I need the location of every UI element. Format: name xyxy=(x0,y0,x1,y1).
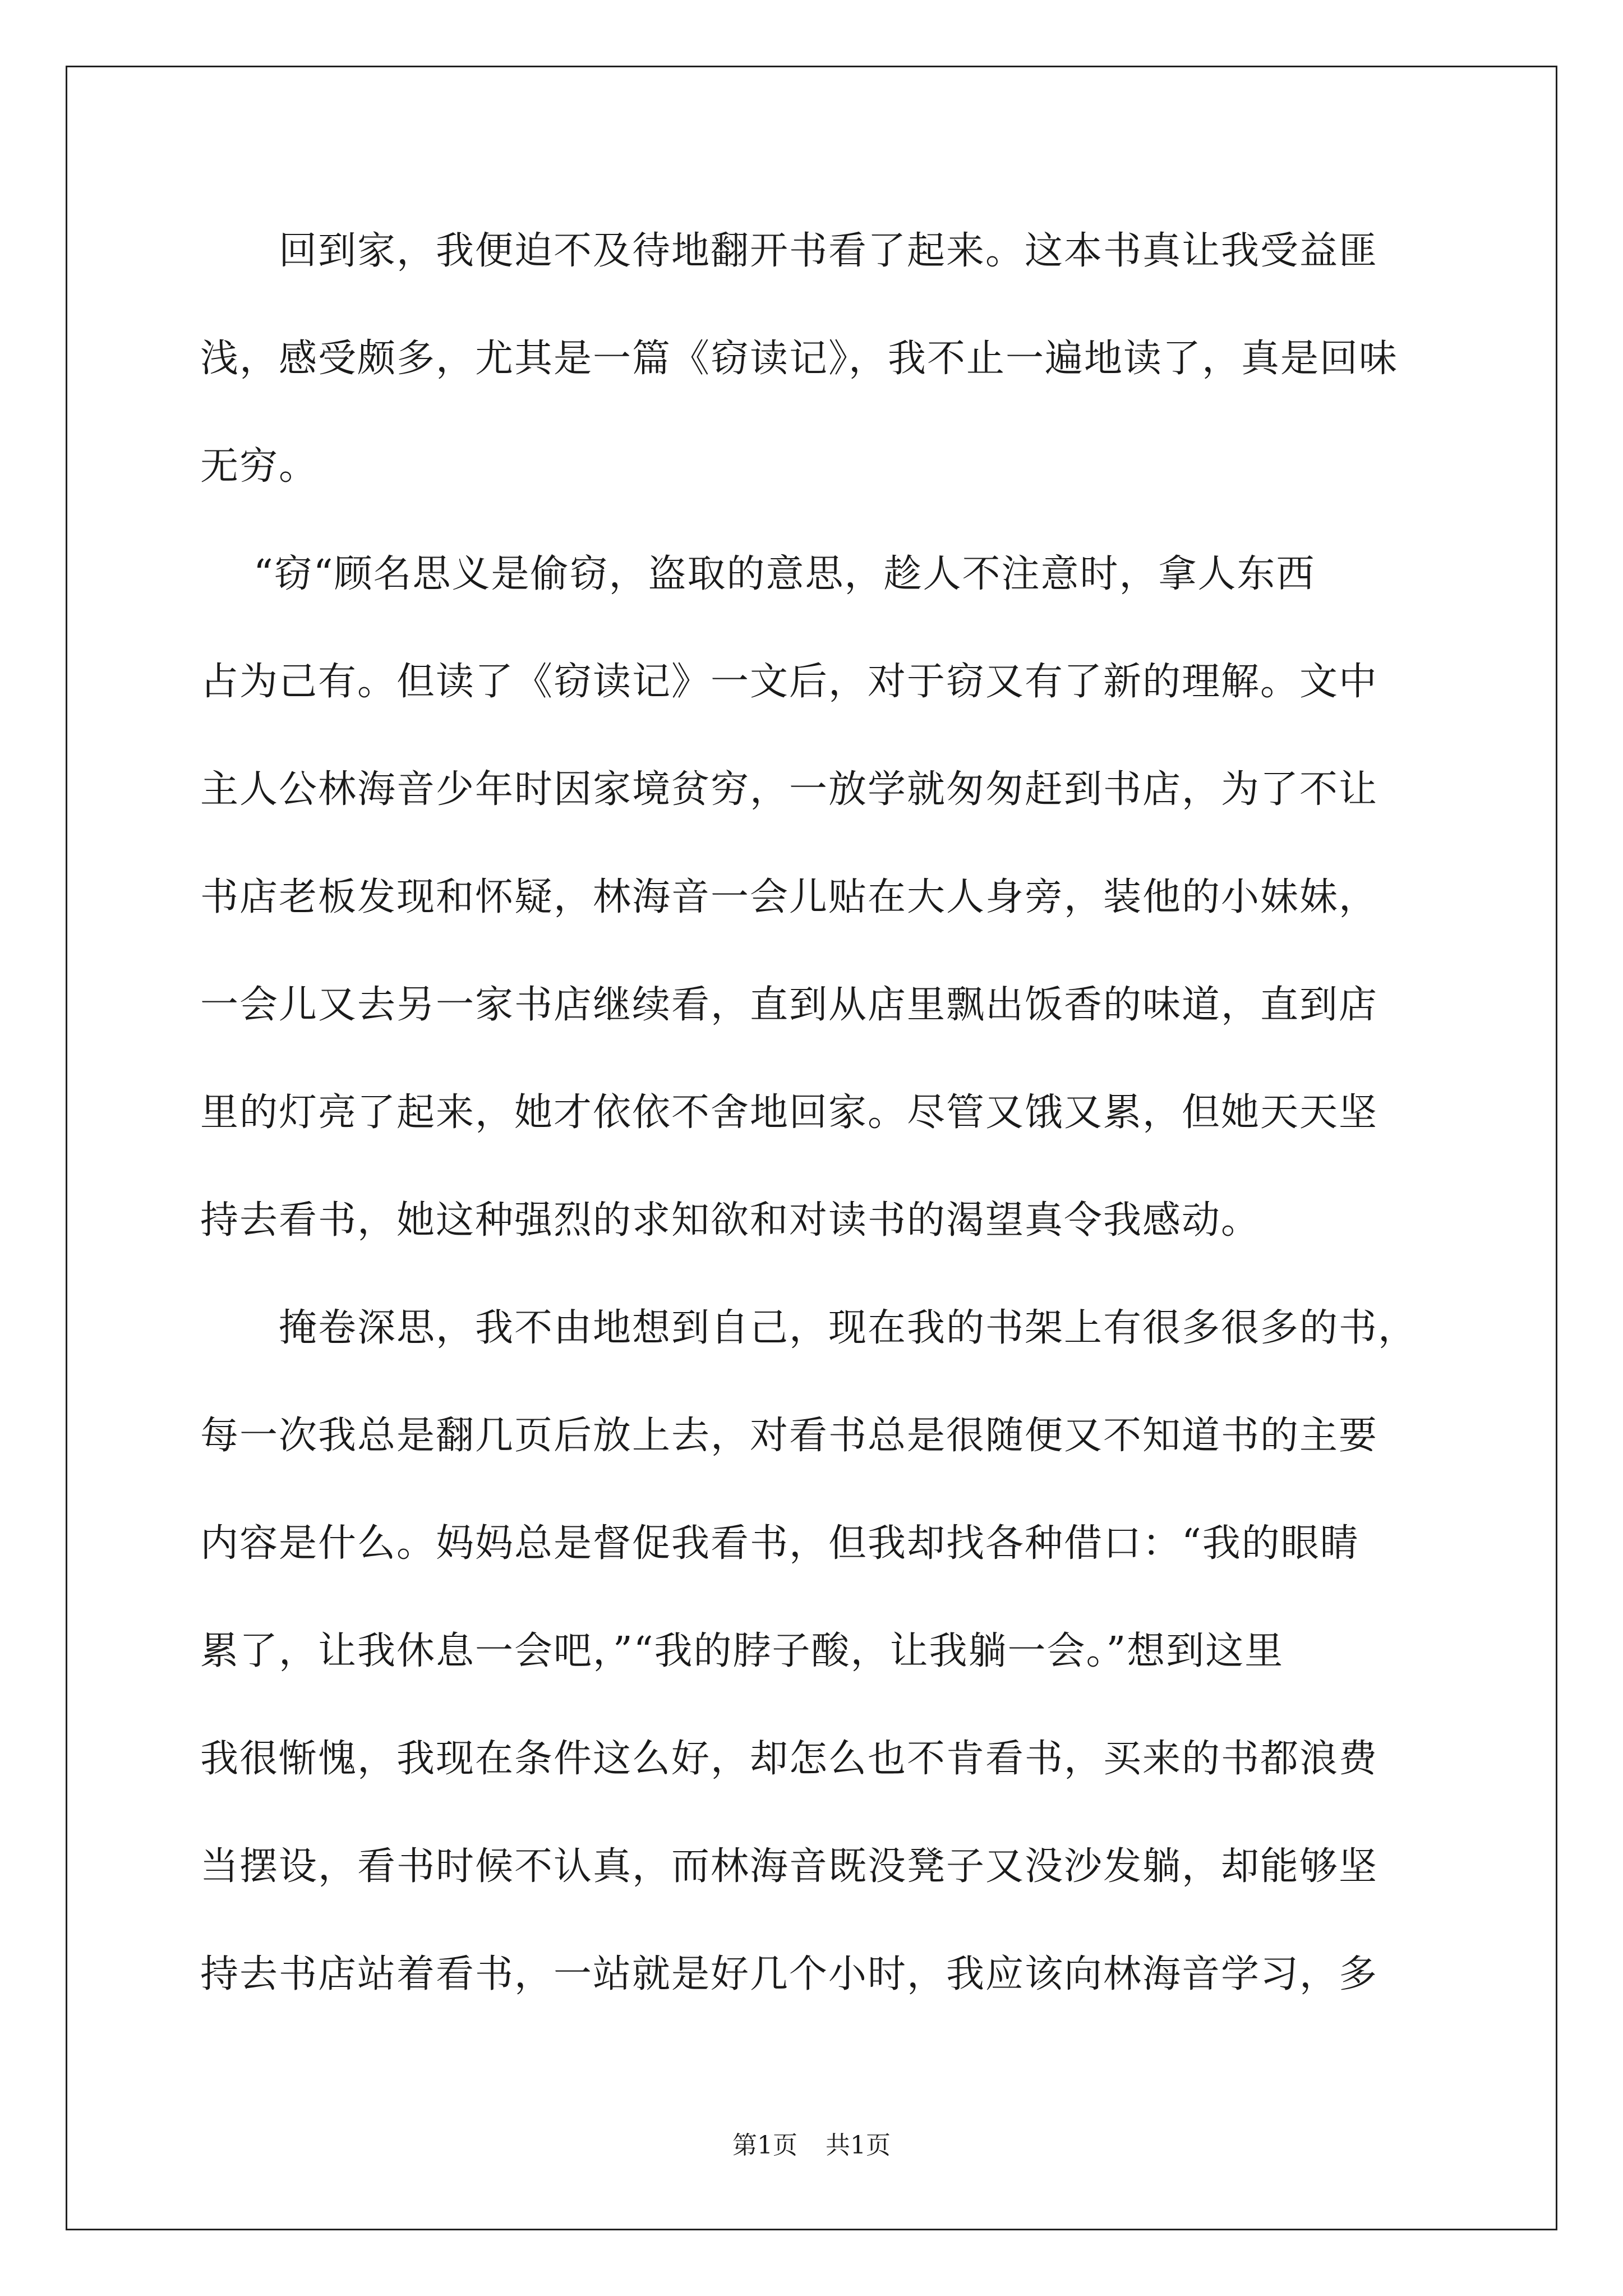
paragraph-3-line-6: 当摆设，看书时候不认真，而林海音既没凳子又没沙发躺，却能够坚 xyxy=(200,1844,1378,1889)
page-border xyxy=(66,66,1557,2230)
paragraph-2-line-4: 书店老板发现和怀疑，林海音一会儿贴在大人身旁，装他的小妹妹， xyxy=(200,875,1378,919)
paragraph-2-line-6: 里的灯亮了起来，她才依依不舍地回家。尽管又饿又累，但她天天坚 xyxy=(200,1091,1378,1135)
page-number-total: 共1页 xyxy=(826,2131,891,2160)
paragraph-3-line-7: 持去书店站着看书，一站就是好几个小时，我应该向林海音学习，多 xyxy=(200,1952,1378,1996)
paragraph-3-line-3: 内容是什么。妈妈总是督促我看书，但我却找各种借口：“我的眼睛 xyxy=(200,1521,1359,1566)
paragraph-1-line-1: 回到家，我便迫不及待地翻开书看了起来。这本书真让我受益匪 xyxy=(279,229,1378,273)
paragraph-2-line-3: 主人公林海音少年时因家境贫穷，一放学就匆匆赶到书店，为了不让 xyxy=(200,767,1378,812)
paragraph-3-line-1: 掩卷深思，我不由地想到自己，现在我的书架上有很多很多的书， xyxy=(279,1306,1418,1350)
page-footer xyxy=(0,2129,1623,2162)
paragraph-2-line-2: 占为己有。但读了《窃读记》一文后，对于窃又有了新的理解。文中 xyxy=(200,660,1378,704)
paragraph-1-line-3: 无穷。 xyxy=(200,444,319,489)
paragraph-2-line-5: 一会儿又去另一家书店继续看，直到从店里飘出饭香的味道，直到店 xyxy=(200,983,1378,1027)
page-number-current: 第1页 xyxy=(732,2131,797,2160)
paragraph-2-line-1: “窃“顾名思义是偷窃，盗取的意思，趁人不注意时，拿人东西 xyxy=(253,552,1316,596)
paragraph-1-line-2: 浅，感受颇多，尤其是一篇《窃读记》，我不止一遍地读了，真是回味 xyxy=(200,337,1399,381)
paragraph-3-line-2: 每一次我总是翻几页后放上去，对看书总是很随便又不知道书的主要 xyxy=(200,1414,1378,1458)
paragraph-3-line-4: 累了，让我休息一会吧，”“我的脖子酸，让我躺一会。”想到这里 xyxy=(200,1629,1284,1673)
paragraph-2-line-7: 持去看书，她这种强烈的求知欲和对读书的渴望真令我感动。 xyxy=(200,1198,1261,1243)
paragraph-3-line-5: 我很惭愧，我现在条件这么好，却怎么也不肯看书，买来的书都浪费 xyxy=(200,1737,1378,1781)
